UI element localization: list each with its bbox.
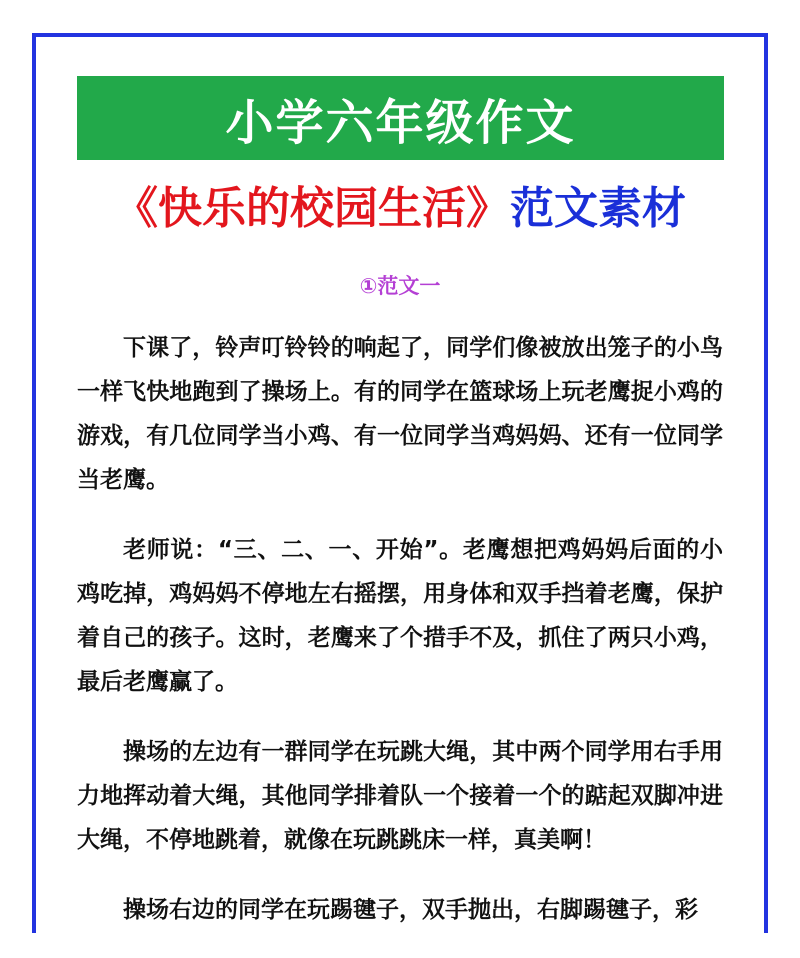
- subtitle: [0, 172, 800, 236]
- essay-paragraph-1: 下课了，铃声叮铃铃的响起了，同学们像被放出笼子的小鸟一样飞快地跑到了操场上。有的同学在篮球场上玩老鹰捉小鸡的游戏，有几位同学当小鸡、有一位同学当鸡妈妈、还有一位同学当老鹰。: [77, 335, 723, 493]
- title-banner: [77, 76, 724, 160]
- essay-paragraph-3: 操场的左边有一群同学在玩跳大绳，其中两个同学用右手用力地挥动着大绳，其他同学排着队一个接着一个的踮起双脚冲进大绳，不停地跳着，就像在玩跳跳床一样，真美啊！: [77, 739, 723, 853]
- essay-body: [77, 326, 723, 958]
- subtitle-material: 范文素材: [510, 183, 686, 234]
- essay-paragraph-4: 操场右边的同学在玩踢毽子，双手抛出，右脚踢毽子，彩: [123, 897, 698, 923]
- subtitle-essay-name: 《快乐的校园生活》: [114, 183, 510, 234]
- section-label: ①范文一: [359, 274, 441, 298]
- page-title: 小学六年级作文: [225, 94, 576, 151]
- essay-paragraph-2: 老师说：“三、二、一、开始”。老鹰想把鸡妈妈后面的小鸡吃掉，鸡妈妈不停地左右摇摆，用身体和双手挡着老鹰，保护着自己的孩子。这时，老鹰来了个措手不及，抓住了两只小鸡，最后老鹰赢了。: [77, 537, 723, 695]
